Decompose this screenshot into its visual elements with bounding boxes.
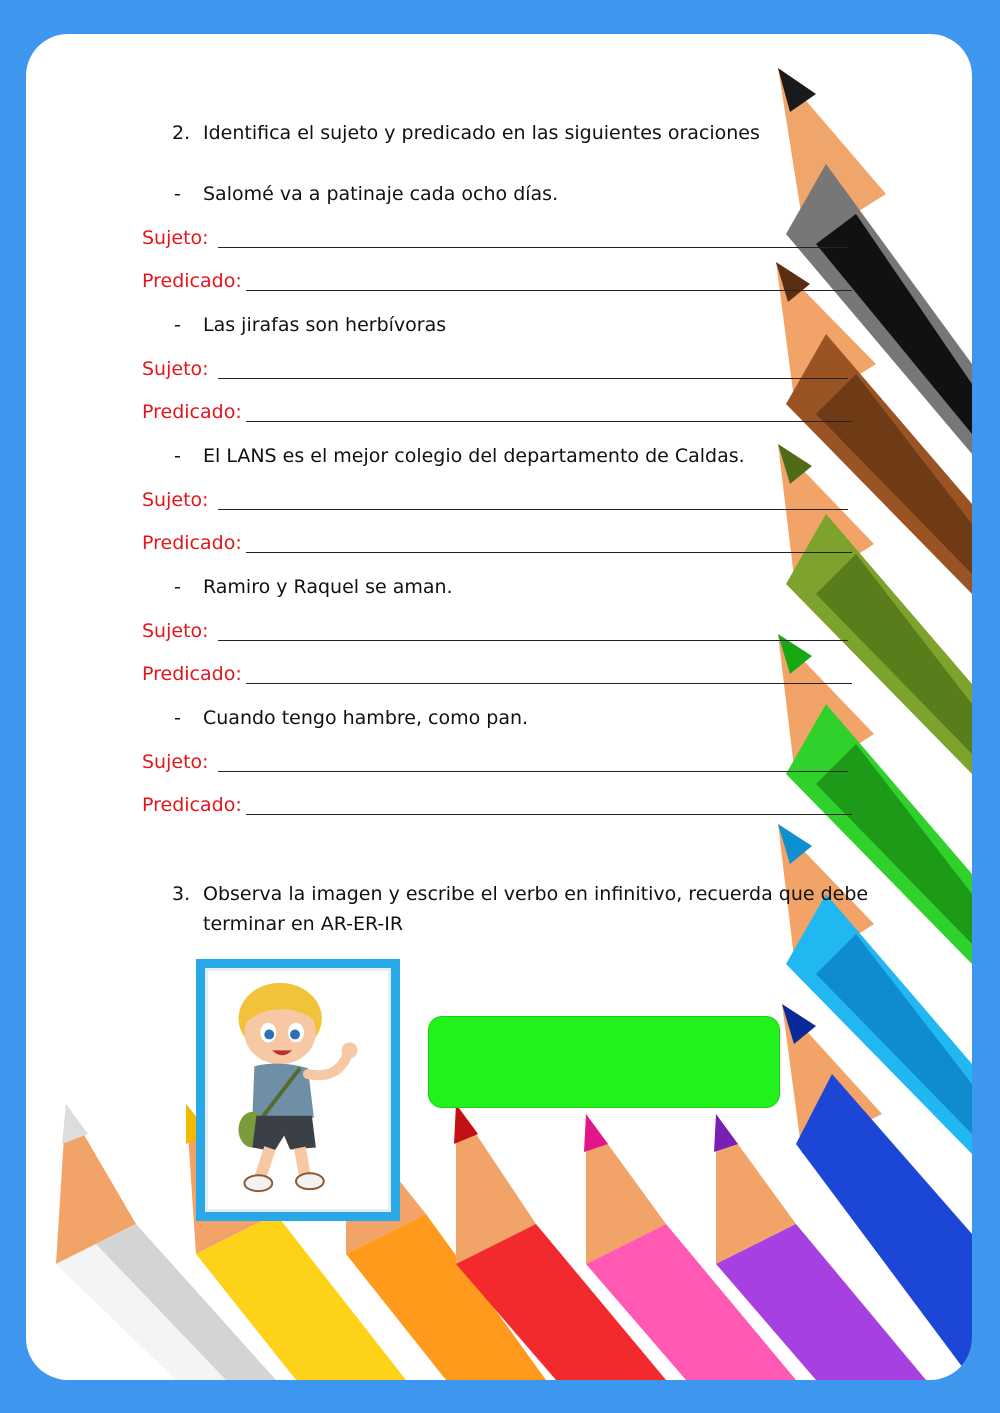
bullet-dash: - [174, 314, 181, 336]
subject-answer-line-2[interactable] [218, 378, 848, 379]
worksheet-page [26, 34, 972, 1380]
boy-walking-illustration [208, 971, 388, 1209]
subject-answer-line-1[interactable] [218, 247, 848, 248]
sentence-1: Salomé va a patinaje cada ocho días. [203, 183, 559, 205]
illustration-panel [205, 968, 391, 1212]
subject-label: Sujeto: [142, 358, 209, 380]
predicate-answer-line-3[interactable] [246, 552, 852, 553]
sentence-4: Ramiro y Raquel se aman. [203, 576, 453, 598]
bullet-dash: - [174, 183, 181, 205]
subject-answer-line-4[interactable] [218, 640, 848, 641]
exercise-3-instruction-line-1: Observa la imagen y escribe el verbo en infinitivo, recuerda que debe [203, 883, 869, 905]
sentence-3: El LANS es el mejor colegio del departamento de Caldas. [203, 445, 745, 467]
predicate-answer-line-1[interactable] [246, 290, 852, 291]
predicate-answer-line-2[interactable] [246, 421, 852, 422]
verb-answer-box[interactable] [428, 1016, 780, 1108]
sentence-2: Las jirafas son herbívoras [203, 314, 447, 336]
subject-answer-line-3[interactable] [218, 509, 848, 510]
bullet-dash: - [174, 707, 181, 729]
sentence-5: Cuando tengo hambre, como pan. [203, 707, 529, 729]
predicate-label: Predicado: [142, 401, 242, 423]
bullet-dash: - [174, 576, 181, 598]
predicate-label: Predicado: [142, 532, 242, 554]
subject-label: Sujeto: [142, 620, 209, 642]
subject-label: Sujeto: [142, 489, 209, 511]
subject-label: Sujeto: [142, 751, 209, 773]
exercise-2-number: 2. [172, 122, 191, 144]
predicate-label: Predicado: [142, 794, 242, 816]
exercise-3-instruction-line-2: terminar en AR-ER-IR [203, 913, 404, 935]
predicate-label: Predicado: [142, 663, 242, 685]
exercise-2-instruction: Identifica el sujeto y predicado en las siguientes oraciones [203, 122, 760, 144]
predicate-answer-line-4[interactable] [246, 683, 852, 684]
predicate-answer-line-5[interactable] [246, 814, 852, 815]
illustration-frame [196, 959, 400, 1221]
subject-label: Sujeto: [142, 227, 209, 249]
bullet-dash: - [174, 445, 181, 467]
exercise-3-number: 3. [172, 883, 191, 905]
subject-answer-line-5[interactable] [218, 771, 848, 772]
predicate-label: Predicado: [142, 270, 242, 292]
